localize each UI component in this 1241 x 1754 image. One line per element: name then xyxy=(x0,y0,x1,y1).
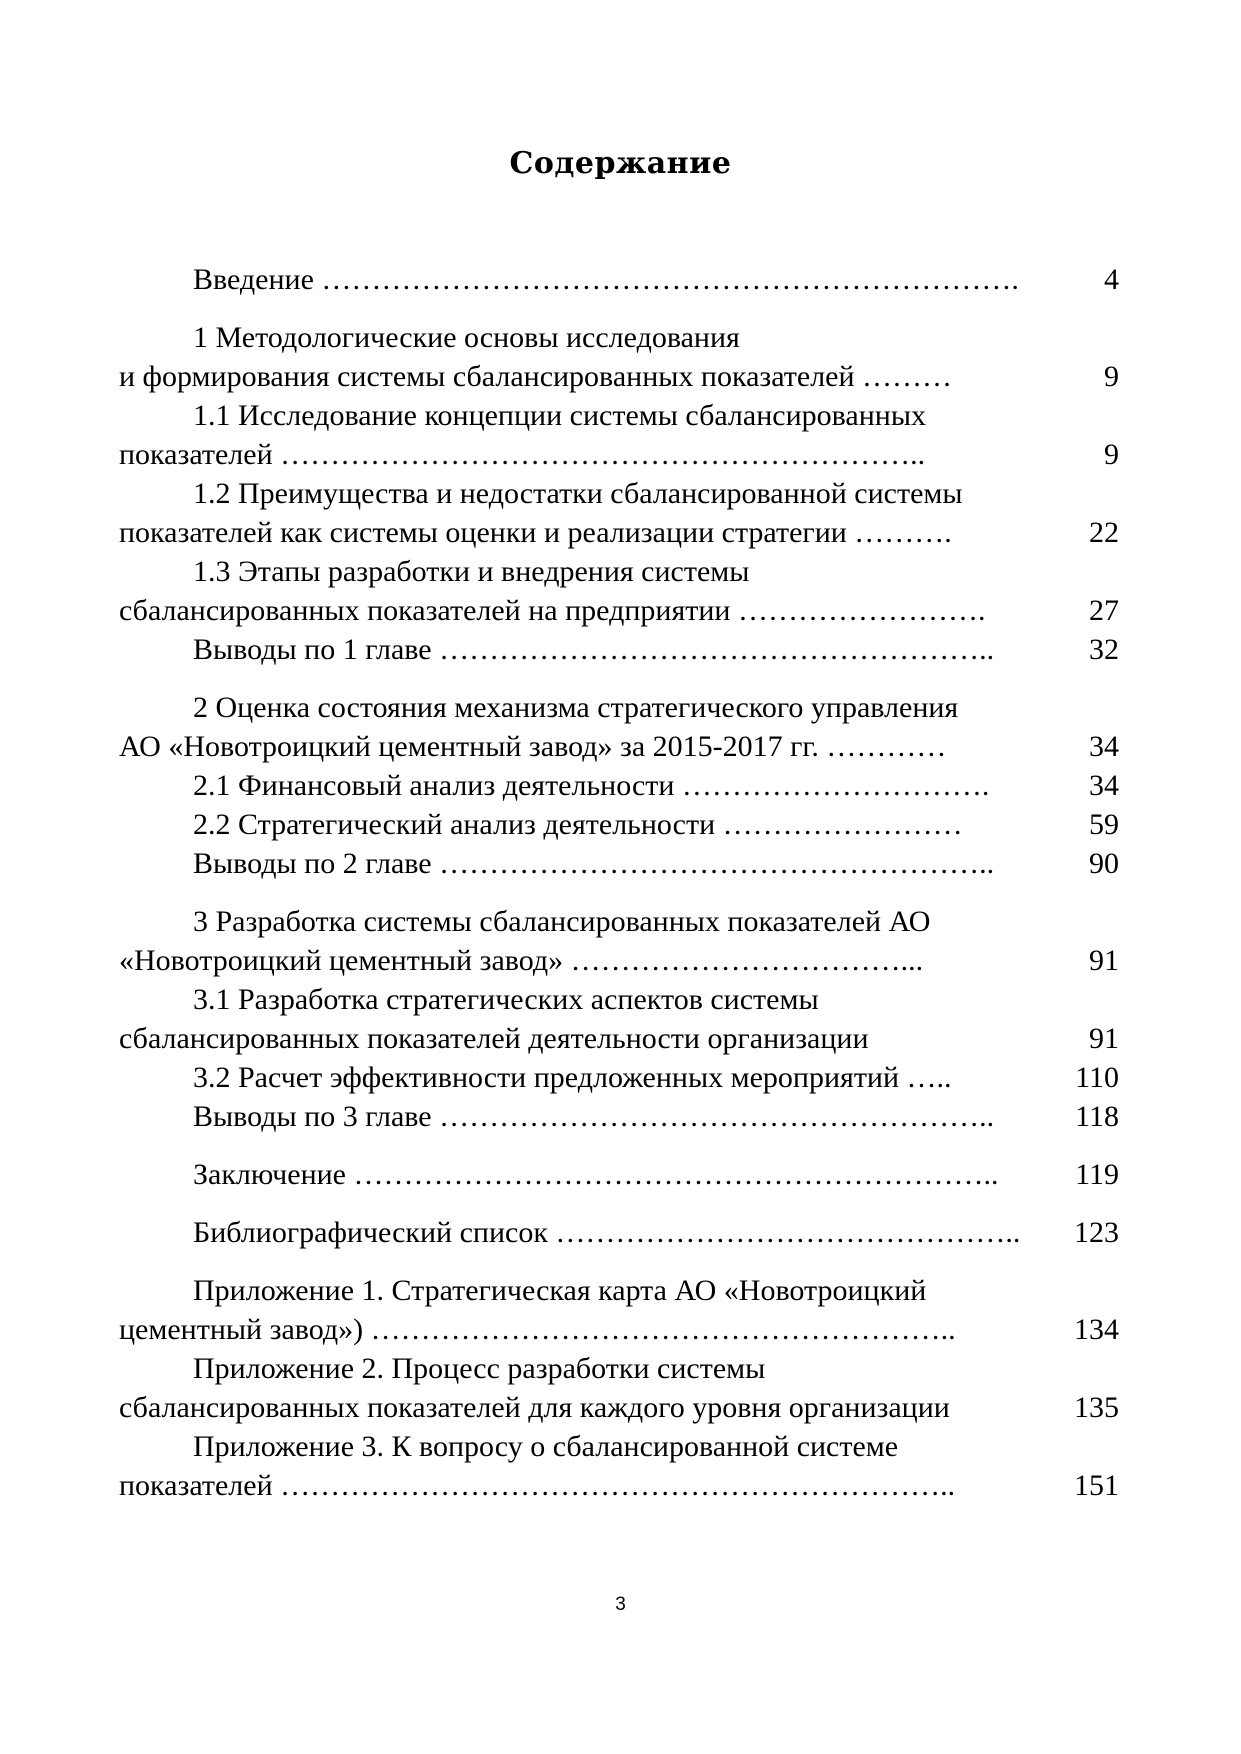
toc-entry-appendix-1 xyxy=(119,1271,1119,1349)
toc-entry-section-1-3 xyxy=(119,552,1119,630)
toc-entry-section-2-2 xyxy=(119,805,1119,844)
toc-entry-text: сбалансированных показателей на предприятии ……………………. xyxy=(119,594,986,627)
toc-page-number: 34 xyxy=(1089,730,1119,763)
toc-entry-text: 2 Оценка состояния механизма стратегического управления xyxy=(193,691,959,724)
toc-entry-appendix-3 xyxy=(119,1427,1119,1505)
toc-page-number: 134 xyxy=(1074,1313,1119,1346)
toc-entry-text: цементный завод») ………………………………………………….. xyxy=(119,1313,956,1346)
toc-entry-introduction xyxy=(119,260,1119,299)
toc-entry-text: Выводы по 1 главе ……………………………………………….. xyxy=(193,633,995,666)
page-title: Содержание xyxy=(509,146,732,181)
toc-entry-text: 3.2 Расчет эффективности предложенных мероприятий ….. xyxy=(193,1061,952,1094)
toc-entry-text: сбалансированных показателей деятельности организации xyxy=(119,1022,869,1055)
toc-page-number: 9 xyxy=(1104,438,1119,471)
toc-entry-text: АО «Новотроицкий цементный завод» за 2015-2017 гг. ………… xyxy=(119,730,947,763)
toc-entry-text: показателей ………………………………………………………….. xyxy=(119,1469,956,1502)
toc-page-number: 110 xyxy=(1075,1061,1119,1094)
toc-page-number: 27 xyxy=(1089,594,1119,627)
toc-page-number: 151 xyxy=(1074,1469,1119,1502)
table-of-contents xyxy=(119,260,1119,1505)
toc-entry-text: показателей как системы оценки и реализации стратегии ………. xyxy=(119,516,952,549)
toc-entry-text: показателей ……………………………………………………….. xyxy=(119,438,926,471)
toc-page-number: 91 xyxy=(1089,944,1119,977)
toc-entry-conclusions-1 xyxy=(119,630,1119,669)
toc-page-number: 118 xyxy=(1075,1100,1119,1133)
toc-page-number: 59 xyxy=(1089,808,1119,841)
toc-entry-text: Приложение 3. К вопросу о сбалансированной системе xyxy=(193,1430,899,1463)
toc-entry-text: сбалансированных показателей для каждого уровня организации xyxy=(119,1391,950,1424)
toc-entry-text: Библиографический список ……………………………………….. xyxy=(193,1216,1021,1249)
toc-entry-text: Заключение ……………………………………………………….. xyxy=(193,1158,999,1191)
toc-entry-text: Выводы по 2 главе ……………………………………………….. xyxy=(193,847,995,880)
toc-page-number: 9 xyxy=(1104,360,1119,393)
toc-page-number: 22 xyxy=(1089,516,1119,549)
toc-page-number: 135 xyxy=(1074,1391,1119,1424)
toc-entry-text: 1.2 Преимущества и недостатки сбалансированной системы xyxy=(193,477,963,510)
toc-entry-text: Выводы по 3 главе ……………………………………………….. xyxy=(193,1100,995,1133)
toc-entry-section-1-1 xyxy=(119,396,1119,474)
toc-page-number: 4 xyxy=(1104,263,1119,296)
toc-entry-chapter-3 xyxy=(119,902,1119,980)
toc-entry-text: Приложение 1. Стратегическая карта АО «Новотроицкий xyxy=(193,1274,927,1307)
toc-page-number: 90 xyxy=(1089,847,1119,880)
toc-entry-appendix-2 xyxy=(119,1349,1119,1427)
toc-entry-section-2-1 xyxy=(119,766,1119,805)
toc-entry-bibliography xyxy=(119,1213,1119,1252)
toc-entry-section-3-1 xyxy=(119,980,1119,1058)
footer-page-number: 3 xyxy=(615,1594,626,1615)
toc-entry-conclusions-2 xyxy=(119,844,1119,883)
toc-entry-text: 3 Разработка системы сбалансированных показателей АО xyxy=(193,905,931,938)
toc-entry-text: 2.2 Стратегический анализ деятельности …………………… xyxy=(193,808,963,841)
toc-page-number: 123 xyxy=(1074,1216,1119,1249)
toc-entry-text: 1.3 Этапы разработки и внедрения системы xyxy=(193,555,750,588)
toc-entry-text: «Новотроицкий цементный завод» ……………………………... xyxy=(119,944,924,977)
toc-page-number: 34 xyxy=(1089,769,1119,802)
toc-page-number: 91 xyxy=(1089,1022,1119,1055)
toc-entry-chapter-1 xyxy=(119,318,1119,396)
toc-entry-conclusions-3 xyxy=(119,1097,1119,1136)
toc-entry-text: Введение ……………………………………………………………. xyxy=(193,263,1019,296)
toc-entry-text: 3.1 Разработка стратегических аспектов системы xyxy=(193,983,819,1016)
toc-page-number: 119 xyxy=(1075,1158,1119,1191)
toc-entry-text: Приложение 2. Процесс разработки системы xyxy=(193,1352,766,1385)
toc-entry-text: 1.1 Исследование концепции системы сбалансированных xyxy=(193,399,926,432)
toc-entry-section-1-2 xyxy=(119,474,1119,552)
toc-entry-text: и формирования системы сбалансированных показателей ……… xyxy=(119,360,953,393)
toc-page-number: 32 xyxy=(1089,633,1119,666)
toc-entry-text: 2.1 Финансовый анализ деятельности …………………………. xyxy=(193,769,990,802)
toc-entry-text: 1 Методологические основы исследования xyxy=(193,321,740,354)
toc-entry-conclusion xyxy=(119,1155,1119,1194)
toc-entry-section-3-2 xyxy=(119,1058,1119,1097)
toc-entry-chapter-2 xyxy=(119,688,1119,766)
